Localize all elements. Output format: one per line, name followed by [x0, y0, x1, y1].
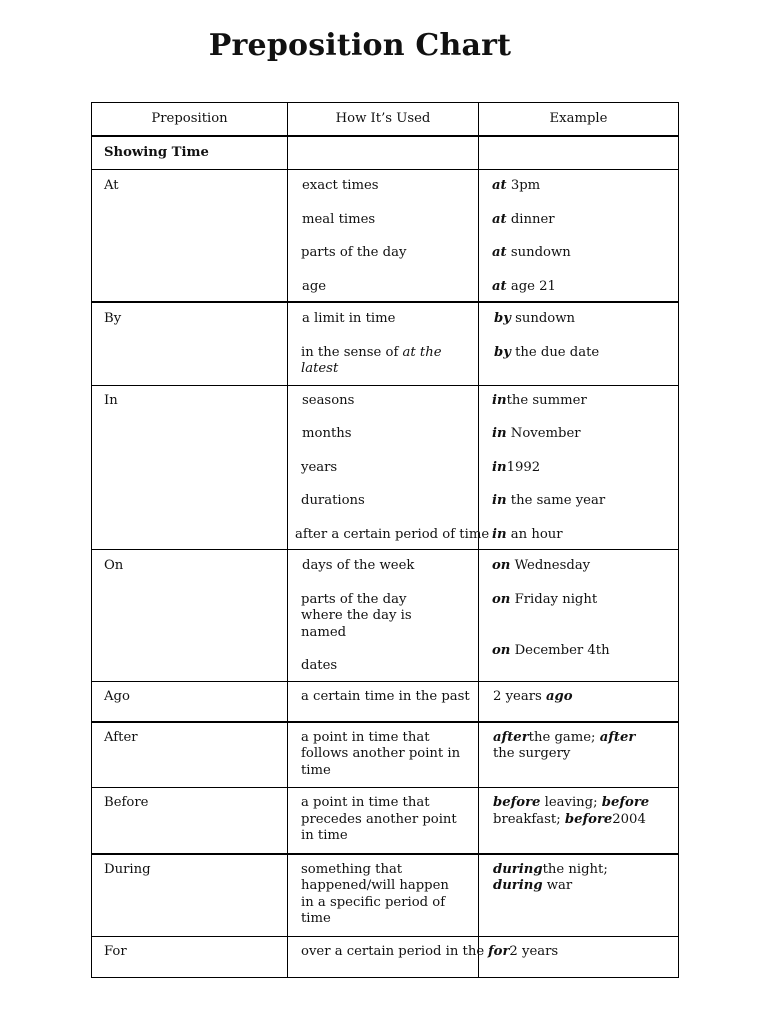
usage-line: a limit in time [302, 311, 396, 326]
example-cell [479, 302, 679, 385]
header-preposition: Preposition [92, 103, 288, 137]
usage-line: exact times [302, 178, 379, 193]
header-how-used: How It’s Used [288, 103, 479, 137]
example-line [492, 426, 678, 443]
section-row [92, 136, 679, 170]
usage-line: parts of the day [301, 245, 407, 260]
example-line [492, 178, 678, 195]
usage-cell [288, 385, 490, 550]
preposition-cell: At [92, 170, 288, 303]
preposition-keyword: after [493, 729, 529, 745]
example-text: the game; [528, 729, 600, 745]
usage-line: a point in time that precedes another point in time [301, 795, 457, 843]
preposition-cell: Before [92, 788, 288, 854]
example-line [492, 527, 678, 544]
example-cell [479, 854, 679, 937]
usage-cell [288, 170, 479, 303]
example-cell [479, 936, 679, 977]
example-text: 2 years [493, 688, 546, 704]
usage-cell [288, 788, 479, 854]
example-line [492, 689, 678, 706]
example-cell [479, 681, 679, 722]
usage-cell [288, 936, 485, 977]
preposition-keyword: during [493, 878, 543, 893]
example-line [492, 460, 678, 477]
usage-line [300, 345, 478, 378]
preposition-keyword: after [599, 729, 636, 745]
example-cell [479, 385, 679, 550]
example-text: sundown [506, 245, 571, 260]
example-text: 2004 [612, 811, 646, 827]
section-empty-cell [288, 136, 479, 170]
usage-line: parts of the day where the day is named [301, 591, 412, 640]
table-row-ago [92, 681, 679, 722]
example-cell [479, 550, 679, 682]
example-line [492, 345, 678, 362]
preposition-table [91, 102, 679, 978]
preposition-keyword: ago [545, 688, 573, 704]
example-cell [479, 170, 679, 303]
preposition-keyword: before [601, 795, 650, 810]
preposition-keyword: before [564, 811, 613, 827]
preposition-cell: After [92, 722, 288, 788]
usage-line: days of the week [302, 558, 415, 573]
section-label: Showing Time [92, 136, 288, 170]
preposition-keyword: at [492, 178, 507, 193]
usage-line: after a certain period of time [295, 526, 490, 542]
preposition-cell: On [92, 550, 288, 682]
preposition-keyword: in [492, 493, 507, 508]
example-text: dinner [506, 211, 555, 227]
example-text: November [506, 426, 581, 441]
example-line [492, 643, 678, 660]
example-text: war [542, 878, 573, 893]
preposition-keyword: by [494, 311, 511, 326]
table-row-after [92, 722, 679, 788]
example-text: sundown [510, 311, 575, 326]
example-line [492, 311, 678, 328]
example-text: the surgery [493, 746, 571, 761]
usage-line: over a certain period in the [301, 943, 485, 959]
example-line [492, 493, 678, 510]
section-empty-cell [479, 136, 679, 170]
preposition-cell: For [92, 936, 288, 977]
header-example: Example [479, 103, 679, 137]
usage-cell [288, 302, 479, 385]
usage-cell [288, 681, 479, 722]
usage-italic-text: at the latest [301, 344, 442, 376]
preposition-keyword: before [493, 795, 541, 810]
usage-line: dates [301, 658, 338, 673]
preposition-keyword: for [488, 943, 510, 959]
preposition-keyword: in [492, 526, 507, 542]
usage-line: years [301, 459, 338, 475]
example-cell [479, 788, 679, 854]
usage-line: something that happened/will happen in a specific period of time [301, 861, 449, 926]
usage-line: meal times [302, 211, 376, 227]
example-text: Friday night [510, 591, 598, 607]
table-row-during [92, 854, 679, 937]
example-line [492, 592, 678, 609]
usage-cell [288, 722, 479, 788]
preposition-keyword: at [492, 278, 507, 294]
preposition-cell: During [92, 854, 288, 937]
preposition-cell: In [92, 385, 288, 550]
preposition-keyword: during [493, 861, 543, 877]
example-text: Wednesday [510, 558, 591, 573]
example-line [492, 212, 678, 229]
example-line [492, 855, 678, 903]
example-text: age 21 [506, 278, 556, 294]
preposition-keyword: on [492, 643, 511, 658]
usage-line: months [302, 426, 352, 441]
preposition-keyword: on [492, 558, 511, 573]
table-row-before [92, 788, 679, 854]
header-row [92, 103, 679, 137]
example-line [492, 558, 678, 575]
example-line [492, 245, 678, 262]
usage-line: seasons [302, 392, 355, 408]
usage-text: in the sense of [301, 344, 403, 360]
example-text: 2 years [509, 943, 559, 959]
example-line [488, 944, 678, 961]
example-line [492, 279, 678, 296]
example-text: the night; [542, 861, 608, 877]
preposition-cell: Ago [92, 681, 288, 722]
example-line [492, 393, 678, 410]
usage-cell [288, 550, 479, 682]
example-text: the same year [506, 493, 606, 508]
usage-line: a point in time that follows another point in time [301, 729, 461, 778]
example-text: an hour [506, 526, 563, 542]
preposition-keyword: on [492, 591, 511, 607]
page-title: Preposition Chart [208, 28, 512, 63]
example-line [492, 788, 678, 836]
preposition-keyword: at [492, 245, 507, 260]
table-row-by [92, 302, 679, 385]
preposition-keyword: in [492, 426, 507, 441]
preposition-keyword: in [492, 392, 507, 408]
example-text: breakfast; [493, 811, 565, 827]
usage-line: age [302, 278, 327, 294]
usage-line: durations [301, 493, 365, 508]
usage-cell [288, 854, 479, 937]
table-row-at [92, 170, 679, 303]
table-row-on [92, 550, 679, 682]
example-text: 1992 [506, 459, 541, 475]
example-line [492, 723, 678, 771]
example-text: the due date [510, 344, 600, 360]
table-row-in [92, 385, 679, 550]
example-text: 3pm [506, 178, 541, 193]
example-text: December 4th [510, 643, 610, 658]
example-text: the summer [506, 392, 587, 408]
table-row-for [92, 936, 679, 977]
example-cell [479, 722, 679, 788]
example-text: leaving; [540, 795, 602, 810]
preposition-keyword: in [492, 459, 507, 475]
usage-line: a certain time in the past [301, 688, 470, 704]
preposition-keyword: at [492, 211, 507, 227]
preposition-cell: By [92, 302, 288, 385]
preposition-keyword: by [494, 344, 511, 360]
